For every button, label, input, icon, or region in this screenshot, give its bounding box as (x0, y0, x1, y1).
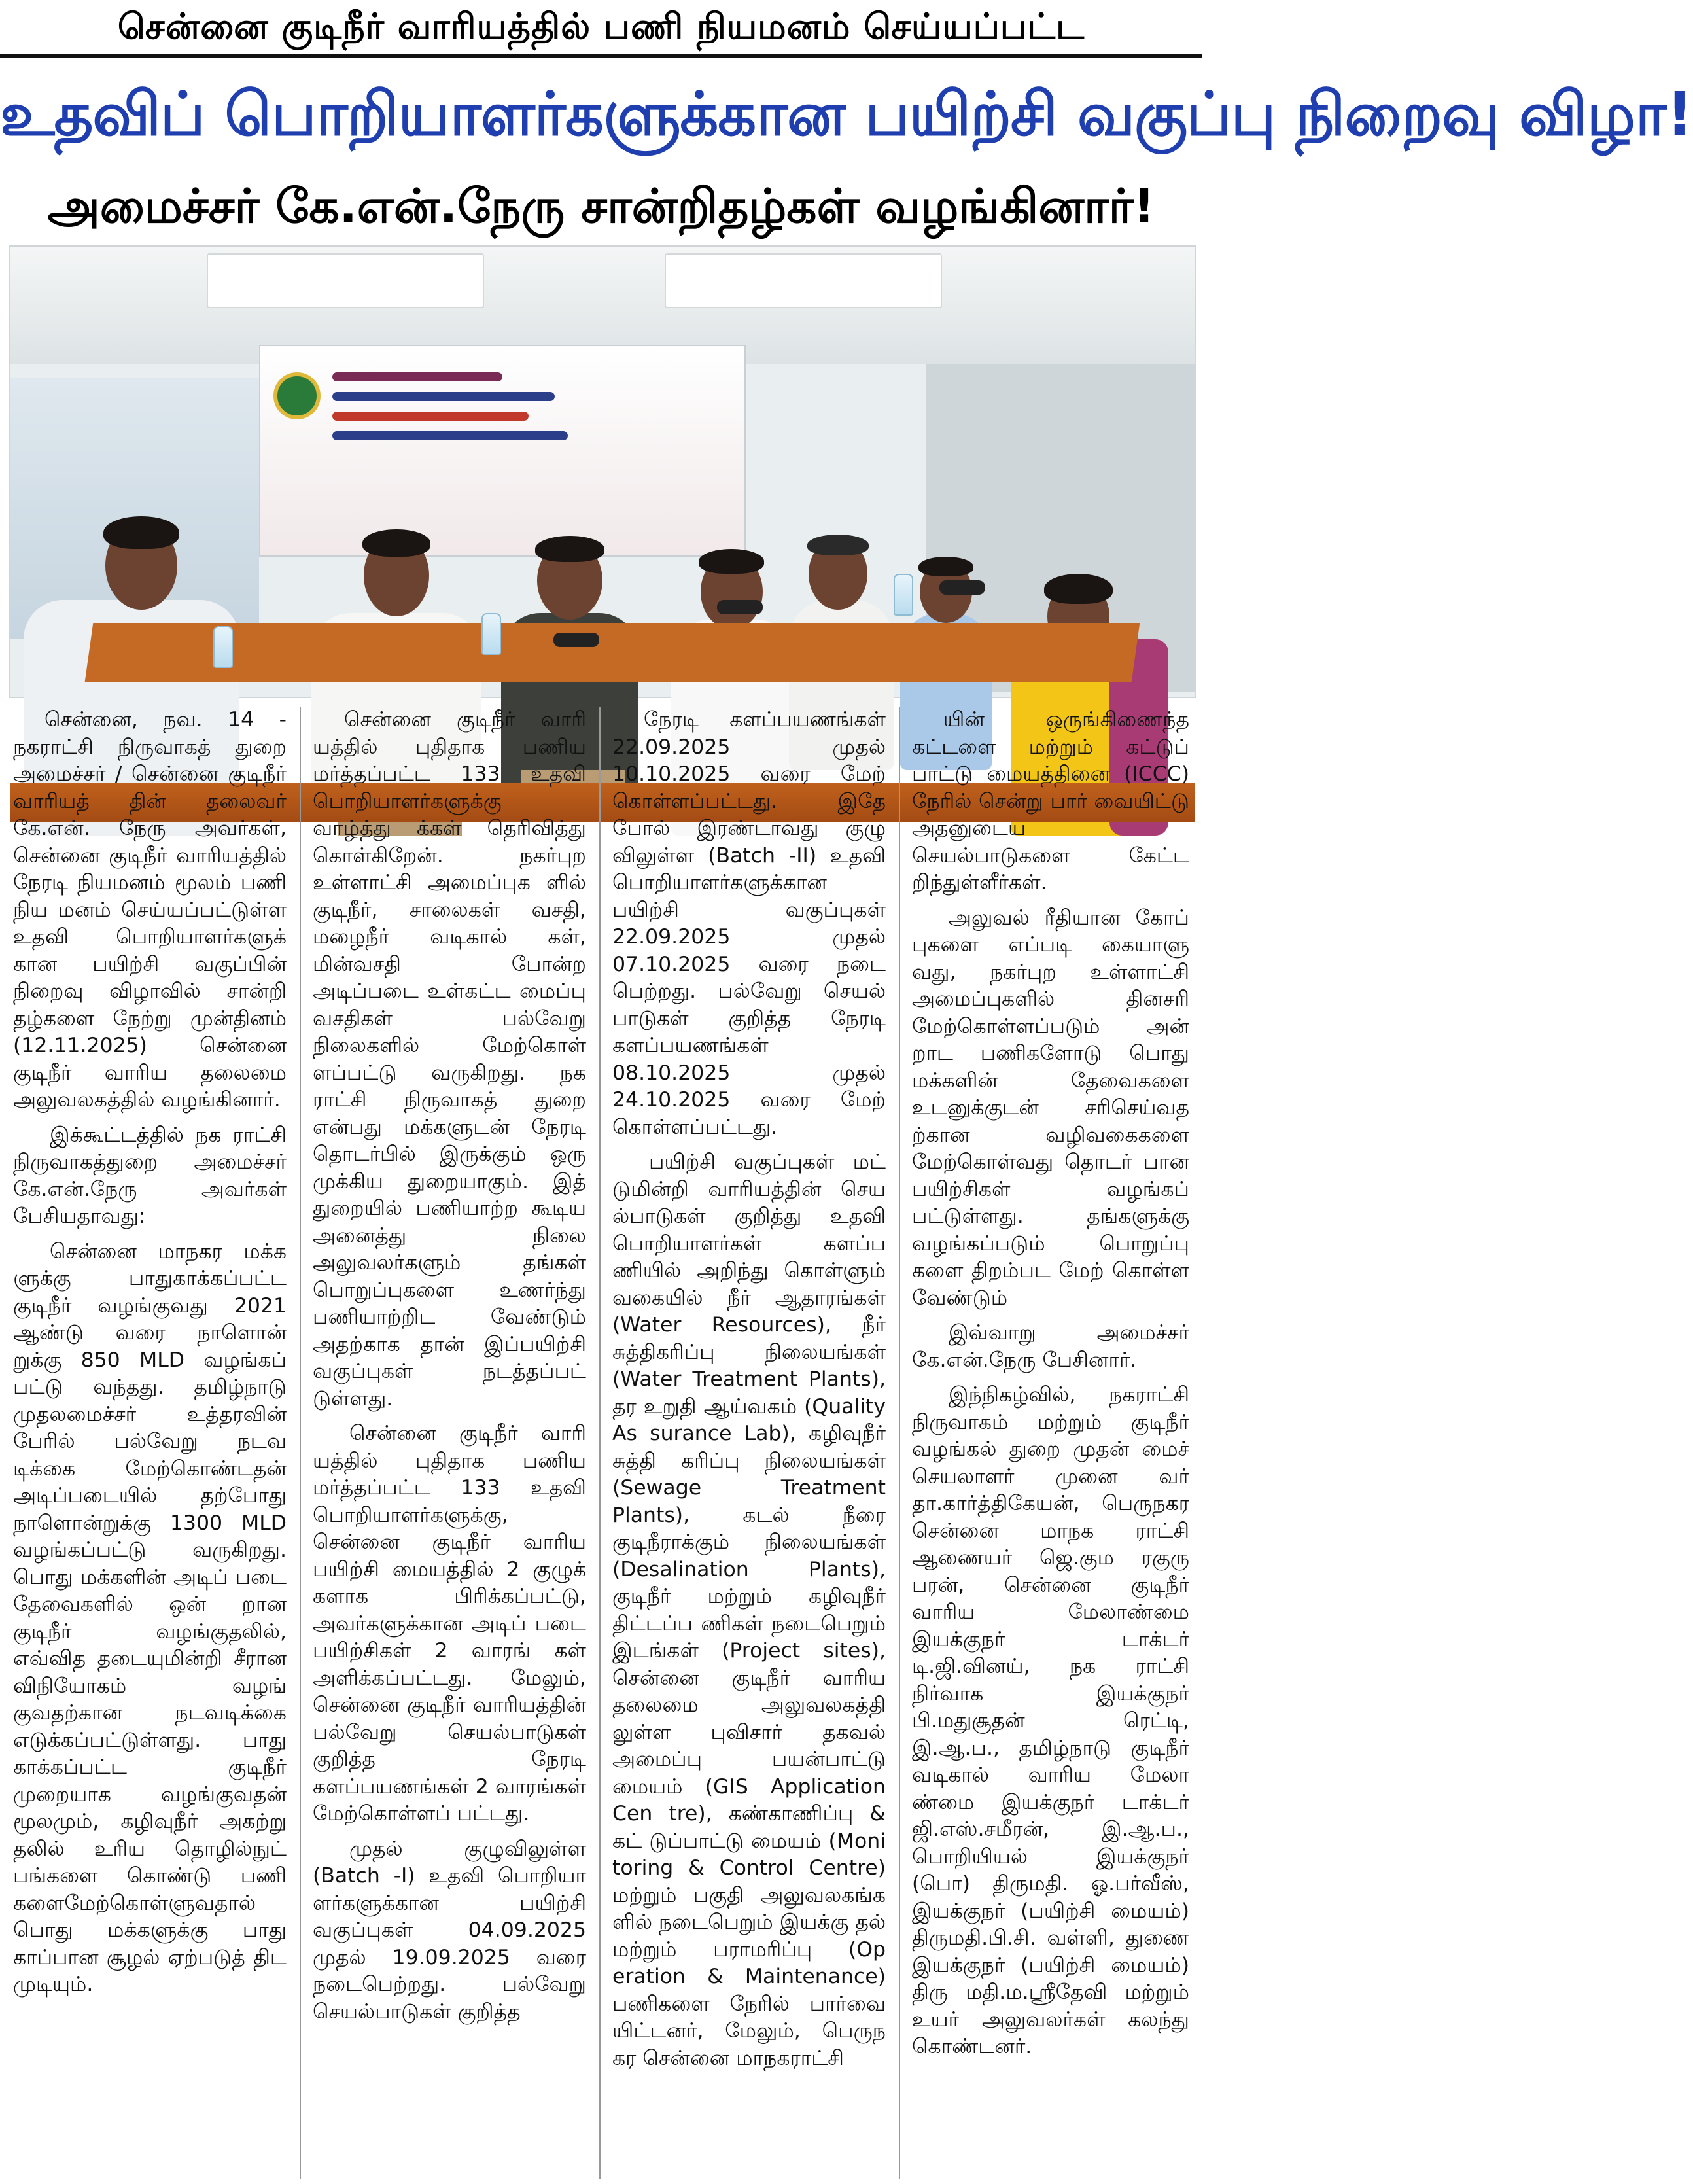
paragraph: சென்னை குடிநீர் வாரி யத்தில் புதிதாக பணிய மர்த்தப்பட்ட 133 உதவி பொறியாளர்களுக்கு, சென்னை குடிநீர் வாரிய பயிற்சி மையத்தில் 2 குழுக் களாக பிரிக்கப்பட்டு, அவர்களுக்கான அடிப் படை பயிற்சிகள் 2 வாரங் கள் அளிக்கப்பட்டது. மேலும், சென்னை குடிநீர் வாரியத்தின் பல்வேறு செயல்பாடுகள் குறித்த நேரடி களப்பயணங்கள் 2 வாரங்கள் மேற்கொள்ளப் பட்டது. (313, 1422, 586, 1825)
article-column-3 (612, 707, 886, 2179)
paragraph: பயிற்சி வகுப்புகள் மட் டுமின்றி வாரியத்தின் செய ல்பாடுகள் குறித்து உதவி பொறியாளர்கள் களப்ப ணியில் அறிந்து கொள்ளும் வகையில் நீர் ஆதாரங்கள் (Water Resources), நீர் சுத்திகரிப்பு நிலையங்கள் (Water Treatment Plants), தர உறுதி ஆய்வகம் (Quality As surance Lab), கழிவுநீர் சுத்தி கரிப்பு நிலையங்கள் (Sewage Treatment Plants), கடல் நீரை குடிநீராக்கும் நிலையங்கள் (Desalination Plants), குடிநீர் மற்றும் கழிவுநீர் திட்டப்ப ணிகள் நடைபெறும் இடங்கள் (Project sites), சென்னை குடிநீர் வாரிய தலைமை அலுவலகத்தி லுள்ள புவிசார் தகவல் அமைப்பு பயன்பாட்டு மையம் (GIS Application Cen tre), கண்காணிப்பு & கட் டுப்பாட்டு மையம் (Moni toring & Control Centre) மற்றும் பகுதி அலுவலகங்க ளில் நடைபெறும் இயக்கு தல் மற்றும் பராமரிப்பு (Op eration & Maintenance) பணிகளை நேரில் பார்வை யிட்டனர், மேலும், பெருந கர சென்னை மாநகராட்சி (612, 1150, 886, 2070)
column-divider (899, 707, 900, 2179)
paragraph: இக்கூட்டத்தில் நக ராட்சி நிருவாகத்துறை அமைச்சர் கே.என்.நேரு அவர்கள் பேசியதாவது: (13, 1123, 287, 1228)
article-column-4 (912, 707, 1189, 2179)
article-column-2 (313, 707, 586, 2179)
paragraph: இந்நிகழ்வில், நகராட்சி நிருவாகம் மற்றும் குடிநீர் வழங்கல் துறை முதன் மைச் செயலாளர் முனை வர் தா.கார்த்திகேயன், பெருநகர சென்னை மாநக ராட்சி ஆணையர் ஜெ.கும ரகுரு பரன், சென்னை குடிநீர் வாரிய மேலாண்மை இயக்குநர் டாக்டர் டி.ஜி.வினய், நக ராட்சி நிர்வாக இயக்குநர் பி.மதுசூதன் ரெட்டி, இ.ஆ.ப., தமிழ்நாடு குடிநீர் வடிகால் வாரிய மேலா ண்மை இயக்குநர் டாக்டர் ஜி.எஸ்.சமீரன், இ.ஆ.ப., பொறியியல் இயக்குநர் (பொ) திருமதி. ஓ.பர்வீஸ், இயக்குநர் (பயிற்சி மையம்) திருமதி.பி.சி. வள்ளி, துணை இயக்குநர் (பயிற்சி மையம்) திரு மதி.ம.ஸ்ரீதேவி மற்றும் உயர் அலுவலர்கள் கலந்து கொண்டனர். (912, 1383, 1189, 2058)
sub-headline: அமைச்சர் கே.என்.நேரு சான்றிதழ்கள் வழங்கினார்! (47, 179, 1155, 234)
kicker-headline: சென்னை குடிநீர் வாரியத்தில் பணி நியமனம் செய்யப்பட்ட (0, 0, 1202, 58)
paragraph: நேரடி களப்பயணங்கள் 22.09.2025 முதல் 10.10.2025 வரை மேற் கொள்ளப்பட்டது. இதே போல் இரண்டாவது குழு விலுள்ள (Batch -II) உதவி பொறியாளர்களுக்கான பயிற்சி வகுப்புகள் 22.09.2025 முதல் 07.10.2025 வரை நடை பெற்றது. பல்வேறு செயல் பாடுகள் குறித்த நேரடி களப்பயணங்கள் 08.10.2025 முதல் 24.10.2025 வரை மேற் கொள்ளப்பட்டது. (612, 708, 886, 1139)
paragraph: முதல் குழுவிலுள்ள (Batch -I) உதவி பொறியா ளர்களுக்கான பயிற்சி வகுப்புகள் 04.09.2025 முதல் 19.09.2025 வரை நடைபெற்றது. பல்வேறு செயல்பாடுகள் குறித்த (313, 1837, 586, 2024)
paragraph: யின் ஒருங்கிணைந்த கட்டளை மற்றும் கட்டுப் பாட்டு மையத்தினை (ICCC) நேரில் சென்று பார் வையிட்டு அதனுடைய செயல்பாடுகளை கேட்ட றிந்துள்ளீர்கள். (912, 708, 1189, 894)
paragraph: சென்னை மாநகர மக்க ளுக்கு பாதுகாக்கப்பட்ட குடிநீர் வழங்குவது 2021 ஆண்டு வரை நாளொன் றுக்கு 850 MLD வழங்கப் பட்டு வந்தது. தமிழ்நாடு முதலமைச்சர் உத்தரவின் பேரில் பல்வேறு நடவ டிக்கை மேற்கொண்டதன் அடிப்படையில் தற்போது நாளொன்றுக்கு 1300 MLD வழங்கப்பட்டு வருகிறது. பொது மக்களின் அடிப் படை தேவைகளில் ஒன் றான குடிநீர் வழங்குதலில், எவ்வித தடையுமின்றி சீரான விநியோகம் வழங் குவதற்கான நடவடிக்கை எடுக்கப்பட்டுள்ளது. பாது காக்கப்பட்ட குடிநீர் முறையாக வழங்குவதன் மூலமும், கழிவுநீர் அகற்று தலில் உரிய தொழில்நுட் பங்களை கொண்டு பணி களைமேற்கொள்ளுவதால் பொது மக்களுக்கு பாது காப்பான சூழல் ஏற்படுத் திட முடியும். (13, 1239, 287, 1996)
paragraph: சென்னை, நவ. 14 - நகராட்சி நிருவாகத் துறை அமைச்சர் / சென்னை குடிநீர் வாரியத் தின் தலைவர் கே.என். நேரு அவர்கள், சென்னை குடிநீர் வாரியத்தில் நேரடி நியமனம் மூலம் பணி நிய மனம் செய்யப்பட்டுள்ள உதவி பொறியாளர்களுக் கான பயிற்சி வகுப்பின் நிறைவு விழாவில் சான்றி தழ்களை நேற்று முன்தினம் (12.11.2025) சென்னை குடிநீர் வாரிய தலைமை அலுவலகத்தில் வழங்கினார். (13, 708, 287, 1112)
main-headline: உதவிப் பொறியாளர்களுக்கான பயிற்சி வகுப்பு நிறைவு விழா! (0, 79, 1693, 149)
backdrop-banner (259, 345, 746, 557)
paragraph: அலுவல் ரீதியான கோப் புகளை எப்படி கையாளு வது, நகர்புற உள்ளாட்சி அமைப்புகளில் தினசரி மேற்கொள்ளப்படும் அன் றாட பணிகளோடு பொது மக்களின் தேவைகளை உடனுக்குடன் சரிசெய்வத ற்கான வழிவகைகளை மேற்கொள்வது தொடர் பான பயிற்சிகள் வழங்கப் பட்டுள்ளது. தங்களுக்கு வழங்கப்படும் பொறுப்பு களை திறம்பட மேற் கொள்ள வேண்டும் (912, 906, 1189, 1310)
paragraph: சென்னை குடிநீர் வாரி யத்தில் புதிதாக பணிய மர்த்தப்பட்ட 133 உதவி பொறியாளர்களுக்கு வாழ்த்து க்கள் தெரிவித்து கொள்கிறேன். நகர்புற உள்ளாட்சி அமைப்புக ளில் குடிநீர், சாலைகள் வசதி, மழைநீர் வடிகால் கள், மின்வசதி போன்ற அடிப்படை உள்கட்ட மைப்பு வசதிகள் பல்வேறு நிலைகளில் மேற்கொள் ளப்பட்டு வருகிறது. நக ராட்சி நிருவாகத் துறை என்பது மக்களுடன் நேரடி தொடர்பில் இருக்கும் ஒரு முக்கிய துறையாகும். இத் துறையில் பணியாற்ற கூடிய அனைத்து நிலை அலுவலர்களும் தங்கள் பொறுப்புகளை உணர்ந்து பணியாற்றிட வேண்டும் அதற்காக தான் இப்பயிற்சி வகுப்புகள் நடத்தப்பட் டுள்ளது. (313, 708, 586, 1411)
column-divider (599, 707, 601, 2179)
article-column-1 (13, 707, 287, 2179)
column-divider (300, 707, 301, 2179)
paragraph: இவ்வாறு அமைச்சர் கே.என்.நேரு பேசினார். (912, 1321, 1189, 1372)
event-photo (9, 245, 1196, 698)
